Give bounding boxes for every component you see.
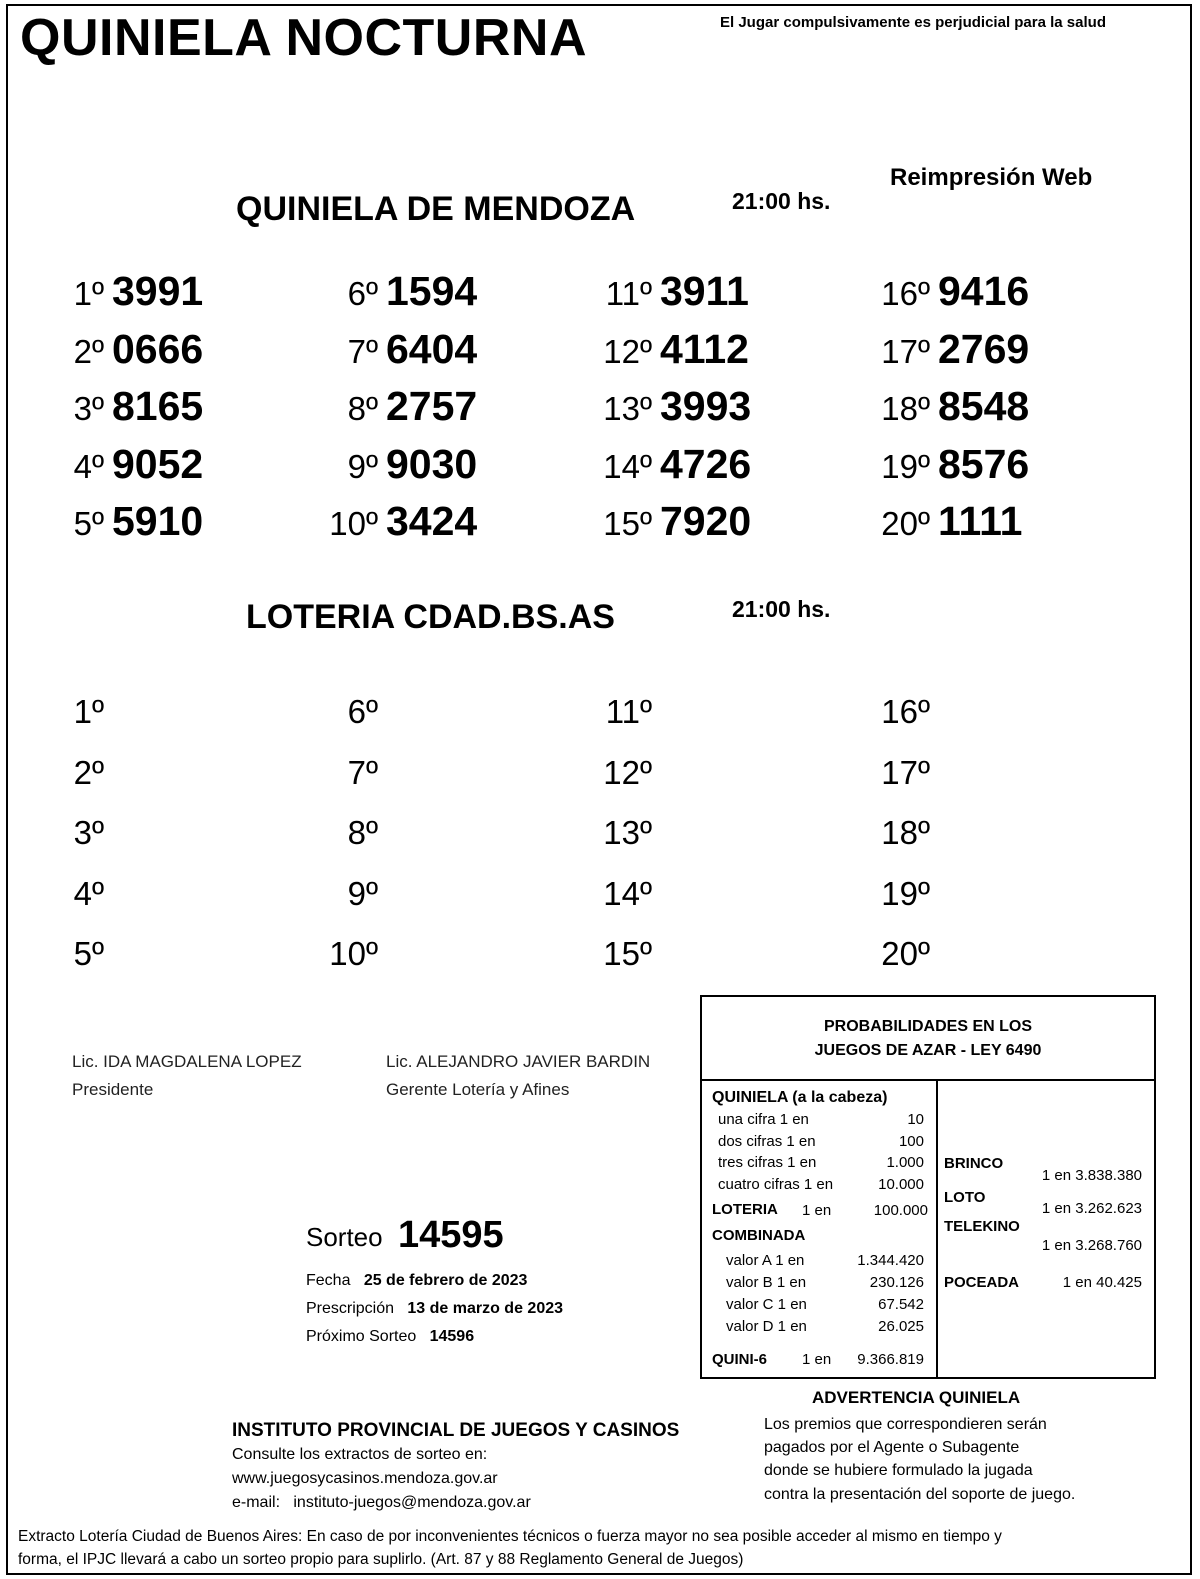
mendoza-result-14 bbox=[582, 441, 751, 488]
institute-website-link[interactable]: www.juegosycasinos.mendoza.gov.ar bbox=[232, 1470, 498, 1487]
position-label: 5º bbox=[73, 935, 104, 972]
institute-email-link[interactable]: instituto-juegos@mendoza.gov.ar bbox=[293, 1494, 531, 1511]
ciudad-result-9 bbox=[308, 868, 386, 915]
probabilities-header bbox=[702, 997, 1154, 1081]
position-label: 6º bbox=[347, 275, 378, 312]
drawn-number: 1594 bbox=[386, 268, 478, 314]
mendoza-result-13 bbox=[582, 383, 751, 430]
mendoza-result-1 bbox=[34, 268, 203, 315]
proximo-label: Próximo Sorteo bbox=[306, 1328, 417, 1345]
position-label: 15º bbox=[603, 935, 652, 972]
ciudad-result-16 bbox=[860, 686, 938, 733]
mendoza-result-7 bbox=[308, 326, 477, 373]
drawn-number: 1111 bbox=[938, 498, 1023, 544]
drawn-number: 4112 bbox=[660, 325, 749, 372]
page-title: QUINIELA NOCTURNA bbox=[20, 9, 587, 67]
quiniela-prob-row-value: 1.000 bbox=[886, 1154, 924, 1171]
position-label: 17º bbox=[881, 753, 930, 791]
position-label: 8º bbox=[347, 390, 378, 427]
position-label: 9º bbox=[347, 447, 378, 485]
brinco-prob-label: BRINCO bbox=[944, 1155, 1004, 1172]
drawn-number: 8576 bbox=[938, 440, 1030, 487]
ciudad-result-17 bbox=[860, 747, 938, 794]
ciudad-result-4 bbox=[34, 868, 112, 915]
quiniela-prob-row-value: 10 bbox=[907, 1111, 924, 1128]
position-label: 15º bbox=[603, 505, 652, 542]
institute-title: INSTITUTO PROVINCIAL DE JUEGOS Y CASINOS bbox=[232, 1420, 680, 1441]
advertencia-title: ADVERTENCIA QUINIELA bbox=[812, 1388, 1021, 1407]
institute-consult-line: Consulte los extractos de sorteo en: bbox=[232, 1446, 488, 1463]
brinco-prob-value: 1 en 3.838.380 bbox=[1041, 1167, 1142, 1184]
position-label: 5º bbox=[73, 505, 104, 542]
health-warning: El Jugar compulsivamente es perjudicial para la salud bbox=[720, 14, 1106, 31]
position-label: 1º bbox=[73, 693, 104, 730]
position-label: 20º bbox=[881, 505, 930, 542]
mendoza-result-9 bbox=[308, 441, 477, 488]
position-label: 4º bbox=[73, 447, 104, 485]
position-label: 14º bbox=[603, 874, 652, 912]
ciudad-result-1 bbox=[34, 686, 112, 733]
telekino-prob-value: 1 en 3.268.760 bbox=[1041, 1237, 1142, 1254]
fecha-label: Fecha bbox=[306, 1272, 351, 1289]
position-label: 13º bbox=[603, 390, 652, 427]
advertencia-line-2: pagados por el Agente o Subagente bbox=[764, 1439, 1020, 1456]
position-label: 3º bbox=[73, 390, 104, 427]
probabilities-title-line2: JUEGOS DE AZAR - LEY 6490 bbox=[814, 1042, 1042, 1059]
advertencia-line-3: donde se hubiere formulado la jugada bbox=[764, 1462, 1033, 1479]
sorteo-number: 14595 bbox=[398, 1214, 504, 1256]
loteria-prob-en: 1 en bbox=[802, 1202, 832, 1219]
position-label: 18º bbox=[881, 390, 930, 427]
drawn-number: 9030 bbox=[386, 440, 478, 487]
loto-prob-value: 1 en 3.262.623 bbox=[1041, 1200, 1142, 1217]
mendoza-result-16 bbox=[860, 268, 1029, 315]
footer-line-2: forma, el IPJC llevará a cabo un sorteo propio para suplirlo. (Art. 87 y 88 Reglamento General de Juegos) bbox=[18, 1551, 744, 1568]
position-label: 13º bbox=[603, 814, 652, 851]
combinada-prob-row-label: valor A 1 en bbox=[726, 1252, 805, 1269]
drawn-number: 5910 bbox=[112, 498, 204, 544]
drawn-number: 2769 bbox=[938, 325, 1030, 372]
advertencia-line-4: contra la presentación del soporte de juego. bbox=[764, 1486, 1076, 1503]
ciudad-result-18 bbox=[860, 807, 938, 854]
prescripcion-line bbox=[306, 1300, 563, 1318]
drawn-number: 2757 bbox=[386, 383, 478, 429]
mendoza-result-2 bbox=[34, 326, 203, 373]
mendoza-result-20 bbox=[860, 498, 1022, 545]
reprint-label: Reimpresión Web bbox=[890, 164, 1093, 191]
mendoza-result-15 bbox=[582, 498, 751, 545]
position-label: 3º bbox=[73, 814, 104, 851]
position-label: 2º bbox=[73, 332, 104, 370]
ciudad-result-5 bbox=[34, 928, 112, 975]
probabilities-divider bbox=[936, 1081, 938, 1377]
sorteo-label: Sorteo bbox=[306, 1222, 383, 1252]
drawn-number: 9052 bbox=[112, 440, 204, 487]
ciudad-result-11 bbox=[582, 686, 660, 733]
loteria-prob-label: LOTERIA bbox=[712, 1201, 778, 1218]
mendoza-result-8 bbox=[308, 383, 477, 430]
position-label: 16º bbox=[881, 693, 930, 730]
proximo-sorteo-line bbox=[306, 1328, 474, 1346]
probabilities-box bbox=[700, 995, 1156, 1379]
prescripcion-label: Prescripción bbox=[306, 1300, 395, 1317]
mendoza-result-17 bbox=[860, 326, 1029, 373]
poceada-prob-value: 1 en 40.425 bbox=[1062, 1274, 1142, 1291]
fecha-value: 25 de febrero de 2023 bbox=[363, 1272, 528, 1289]
ciudad-time: 21:00 hs. bbox=[732, 596, 831, 622]
combinada-prob-row-label: valor C 1 en bbox=[726, 1296, 807, 1313]
drawn-number: 4726 bbox=[660, 440, 752, 487]
ciudad-result-20 bbox=[860, 928, 938, 975]
combinada-prob-title: COMBINADA bbox=[712, 1227, 806, 1244]
mendoza-time: 21:00 hs. bbox=[732, 188, 831, 214]
mendoza-result-3 bbox=[34, 383, 203, 430]
mendoza-title: QUINIELA DE MENDOZA bbox=[236, 190, 636, 228]
quiniela-prob-row-label: tres cifras 1 en bbox=[718, 1154, 817, 1171]
drawn-number: 3993 bbox=[660, 383, 752, 429]
ciudad-result-19 bbox=[860, 868, 938, 915]
quiniela-prob-title: QUINIELA (a la cabeza) bbox=[712, 1089, 888, 1106]
position-label: 10º bbox=[329, 505, 378, 542]
mendoza-result-10 bbox=[308, 498, 477, 545]
mendoza-result-18 bbox=[860, 383, 1029, 430]
position-label: 14º bbox=[603, 447, 652, 485]
combinada-prob-row-value: 230.126 bbox=[869, 1274, 924, 1291]
quiniela-prob-row-label: una cifra 1 en bbox=[718, 1111, 809, 1128]
proximo-value: 14596 bbox=[429, 1328, 475, 1345]
position-label: 16º bbox=[881, 275, 930, 312]
combinada-prob-row-value: 1.344.420 bbox=[857, 1252, 924, 1269]
ciudad-result-2 bbox=[34, 747, 112, 794]
mendoza-result-5 bbox=[34, 498, 203, 545]
ciudad-result-7 bbox=[308, 747, 386, 794]
combinada-prob-row-value: 67.542 bbox=[878, 1296, 924, 1313]
drawn-number: 9416 bbox=[938, 268, 1030, 314]
drawn-number: 8165 bbox=[112, 383, 204, 429]
position-label: 10º bbox=[329, 935, 378, 972]
position-label: 12º bbox=[603, 332, 652, 370]
probabilities-title-line1: PROBABILIDADES EN LOS bbox=[823, 1018, 1032, 1035]
quiniela-prob-row-label: dos cifras 1 en bbox=[718, 1132, 816, 1150]
position-label: 7º bbox=[347, 332, 378, 370]
signature-left-name: Lic. IDA MAGDALENA LOPEZ bbox=[72, 1052, 302, 1071]
poceada-prob-label: POCEADA bbox=[944, 1274, 1020, 1291]
ciudad-result-8 bbox=[308, 807, 386, 854]
drawn-number: 3911 bbox=[660, 268, 749, 314]
position-label: 19º bbox=[881, 874, 930, 912]
drawn-number: 3424 bbox=[386, 498, 478, 544]
advertencia-line-1: Los premios que correspondieren serán bbox=[764, 1416, 1047, 1433]
signature-right-name: Lic. ALEJANDRO JAVIER BARDIN bbox=[386, 1052, 651, 1071]
ciudad-result-13 bbox=[582, 807, 660, 854]
quini6-prob-en: 1 en bbox=[802, 1351, 832, 1368]
position-label: 20º bbox=[881, 935, 930, 972]
quiniela-prob-row-value: 10.000 bbox=[878, 1175, 924, 1193]
mendoza-result-4 bbox=[34, 441, 203, 488]
ciudad-result-10 bbox=[308, 928, 386, 975]
quini6-prob-value: 9.366.819 bbox=[857, 1351, 924, 1368]
position-label: 2º bbox=[73, 753, 104, 791]
drawn-number: 6404 bbox=[386, 325, 478, 372]
combinada-prob-row-label: valor D 1 en bbox=[726, 1318, 807, 1335]
mendoza-result-6 bbox=[308, 268, 477, 315]
position-label: 9º bbox=[347, 874, 378, 912]
drawn-number: 0666 bbox=[112, 325, 204, 372]
combinada-prob-row-label: valor B 1 en bbox=[726, 1274, 807, 1291]
drawn-number: 7920 bbox=[660, 498, 752, 544]
drawn-number: 3991 bbox=[112, 268, 204, 314]
position-label: 11º bbox=[605, 275, 652, 312]
loteria-prob-value: 100.000 bbox=[873, 1202, 928, 1219]
signature-left-role: Presidente bbox=[72, 1080, 154, 1099]
loto-prob-label: LOTO bbox=[944, 1189, 986, 1206]
ciudad-result-6 bbox=[308, 686, 386, 733]
telekino-prob-label: TELEKINO bbox=[944, 1218, 1020, 1235]
ciudad-result-12 bbox=[582, 747, 660, 794]
mendoza-result-11 bbox=[582, 268, 749, 315]
ciudad-result-3 bbox=[34, 807, 112, 854]
ciudad-result-14 bbox=[582, 868, 660, 915]
footer-line-1: Extracto Lotería Ciudad de Buenos Aires: En caso de por inconvenientes técnicos o fuerza mayor no sea posible acceder al mismo en tiempo y bbox=[18, 1528, 1002, 1545]
prescripcion-value: 13 de marzo de 2023 bbox=[407, 1300, 564, 1317]
position-label: 4º bbox=[73, 874, 104, 912]
position-label: 17º bbox=[881, 332, 930, 370]
position-label: 7º bbox=[347, 753, 378, 791]
quiniela-prob-row-value: 100 bbox=[898, 1132, 924, 1150]
position-label: 19º bbox=[881, 447, 930, 485]
fecha-line bbox=[306, 1272, 527, 1290]
email-label: e-mail: bbox=[232, 1494, 281, 1511]
mendoza-result-12 bbox=[582, 326, 749, 373]
quiniela-prob-row-label: cuatro cifras 1 en bbox=[718, 1175, 834, 1193]
quini6-prob-label: QUINI-6 bbox=[712, 1351, 768, 1368]
position-label: 18º bbox=[881, 814, 930, 851]
institute-email-line bbox=[232, 1494, 531, 1512]
position-label: 1º bbox=[73, 275, 104, 312]
position-label: 12º bbox=[603, 753, 652, 791]
ciudad-result-15 bbox=[582, 928, 660, 975]
mendoza-result-19 bbox=[860, 441, 1029, 488]
position-label: 8º bbox=[347, 814, 378, 851]
combinada-prob-row-value: 26.025 bbox=[878, 1318, 924, 1335]
position-label: 11º bbox=[605, 693, 652, 730]
signature-right-role: Gerente Lotería y Afines bbox=[386, 1080, 570, 1099]
position-label: 6º bbox=[347, 693, 378, 730]
drawn-number: 8548 bbox=[938, 383, 1030, 429]
ciudad-title: LOTERIA CDAD.BS.AS bbox=[246, 598, 615, 636]
